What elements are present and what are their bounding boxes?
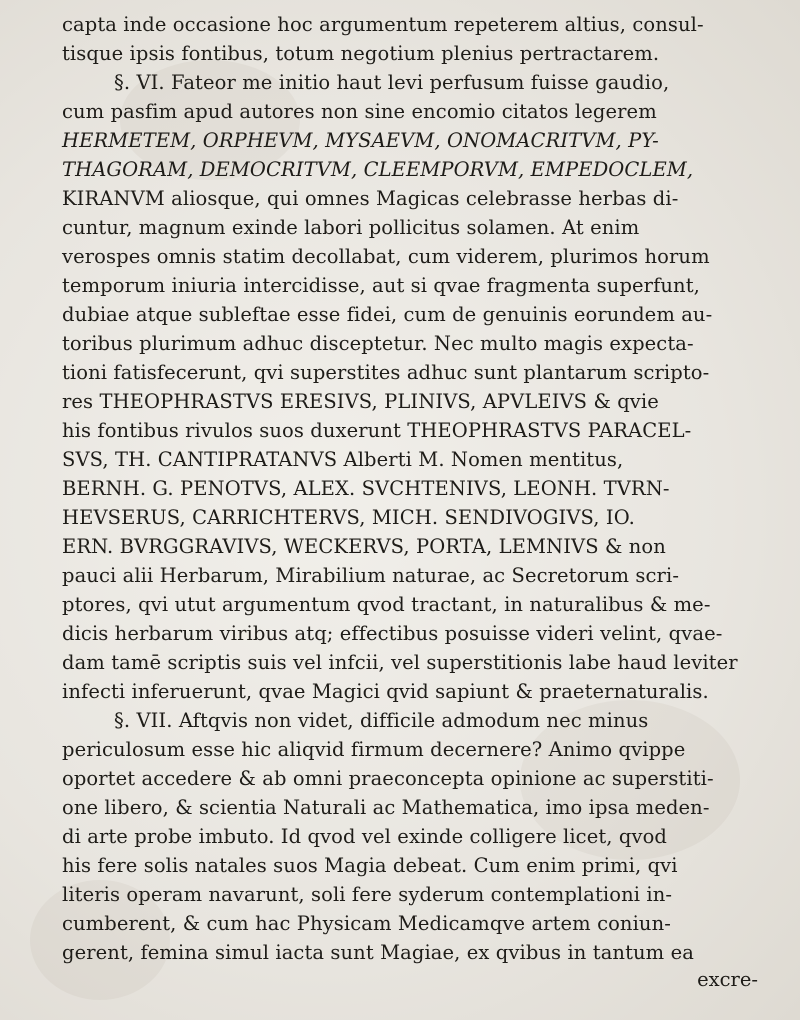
text-line: pauci alii Herbarum, Mirabilium naturae, ac Secretorum scri-: [62, 564, 680, 587]
text-line: dicis herbarum viribus atq; effectibus posuisse videri velint, qvae-: [62, 622, 723, 645]
text-line: res THEOPHRASTVS ERESIVS, PLINIVS, APVLEIVS & qvie: [62, 390, 659, 413]
text-line: capta inde occasione hoc argumentum repeterem altius, consul-: [62, 13, 704, 36]
text-line: periculosum esse hic aliqvid firmum decernere? Animo qvippe: [62, 738, 686, 761]
body-text: [62, 10, 782, 967]
text-line: cum pasfim apud autores non sine encomio citatos legerem: [62, 100, 657, 123]
catchword: excre-: [697, 968, 758, 991]
text-line: temporum iniuria intercidisse, aut si qvae fragmenta superfunt,: [62, 274, 700, 297]
text-line: tioni fatisfecerunt, qvi superstites adhuc sunt plantarum scripto-: [62, 361, 710, 384]
section-heading-line: §. VII. Aftqvis non videt, difficile admodum nec minus: [114, 709, 649, 732]
text-line: dam tamē scriptis suis vel infcii, vel superstitionis labe haud leviter: [62, 651, 738, 674]
text-line: SVS, TH. CANTIPRATANVS Alberti M. Nomen mentitus,: [62, 448, 624, 471]
text-line: oportet accedere & ab omni praeconcepta opinione ac superstiti-: [62, 767, 714, 790]
text-line: his fere solis natales suos Magia debeat. Cum enim primi, qvi: [62, 854, 678, 877]
text-line: BERNH. G. PENOTVS, ALEX. SVCHTENIVS, LEONH. TVRN-: [62, 477, 670, 500]
text-line: HERMETEM, ORPHEVM, MYSAEVM, ONOMACRITVM, PY-: [62, 129, 659, 152]
text-line: cuntur, magnum exinde labori pollicitus solamen. At enim: [62, 216, 640, 239]
text-line: one libero, & scientia Naturali ac Mathematica, imo ipsa meden-: [62, 796, 710, 819]
text-line: his fontibus rivulos suos duxerunt THEOPHRASTVS PARACEL-: [62, 419, 692, 442]
text-line: cumberent, & cum hac Physicam Medicamqve artem coniun-: [62, 912, 671, 935]
text-line: verospes omnis statim decollabat, cum viderem, plurimos horum: [62, 245, 710, 268]
text-line: KIRANVM aliosque, qui omnes Magicas celebrasse herbas di-: [62, 187, 679, 210]
section-heading-line: §. VI. Fateor me initio haut levi perfusum fuisse gaudio,: [114, 71, 670, 94]
text-line: infecti inferuerunt, qvae Magici qvid sapiunt & praeternaturalis.: [62, 680, 709, 703]
text-line: ptores, qvi utut argumentum qvod tractant, in naturalibus & me-: [62, 593, 711, 616]
text-line: gerent, femina simul iacta sunt Magiae, ex qvibus in tantum ea: [62, 941, 694, 964]
text-line: dubiae atque subleftae esse fidei, cum de genuinis eorundem au-: [62, 303, 713, 326]
text-line: toribus plurimum adhuc disceptetur. Nec multo magis expecta-: [62, 332, 694, 355]
text-line: tisque ipsis fontibus, totum negotium plenius pertractarem.: [62, 42, 660, 65]
text-line: di arte probe imbuto. Id qvod vel exinde colligere licet, qvod: [62, 825, 667, 848]
text-line: ERN. BVRGGRAVIVS, WECKERVS, PORTA, LEMNIVS & non: [62, 535, 666, 558]
text-line: THAGORAM, DEMOCRITVM, CLEEMPORVM, EMPEDOCLEM,: [62, 158, 694, 181]
text-line: literis operam navarunt, soli fere syderum contemplationi in-: [62, 883, 673, 906]
text-line: HEVSERUS, CARRICHTERVS, MICH. SENDIVOGIVS, IO.: [62, 506, 635, 529]
